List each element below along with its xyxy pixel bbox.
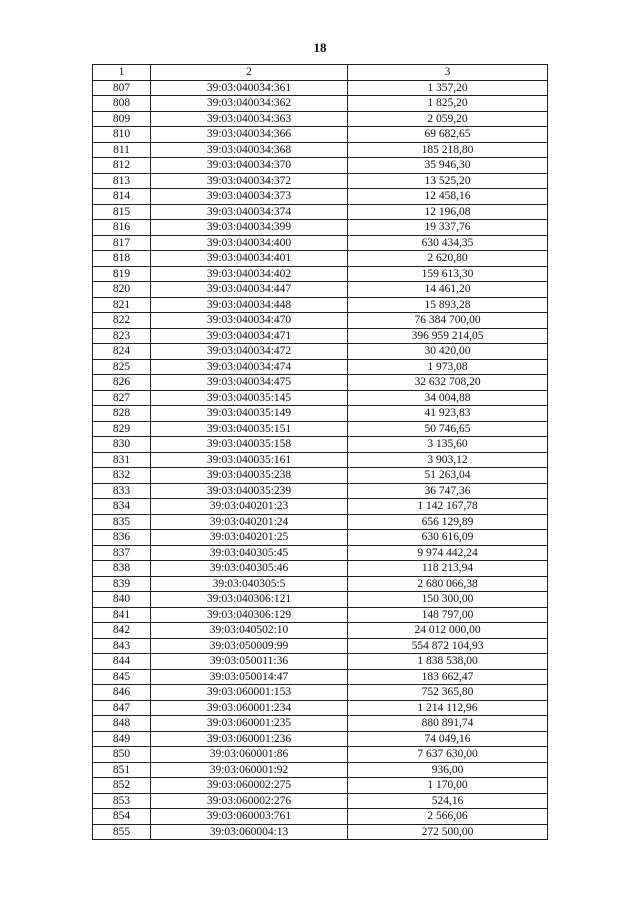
table-row <box>93 142 548 158</box>
row-number-cell: 820 <box>93 282 151 298</box>
value-cell: 35 946,30 <box>348 158 548 174</box>
row-number-cell: 829 <box>93 421 151 437</box>
row-number-cell: 845 <box>93 669 151 685</box>
value-cell: 3 903,12 <box>348 452 548 468</box>
row-number-cell: 852 <box>93 778 151 794</box>
table-row <box>93 716 548 732</box>
value-cell: 1 142 167,78 <box>348 499 548 515</box>
value-cell: 630 434,35 <box>348 235 548 251</box>
cadastral-number-cell: 39:03:040034:472 <box>151 344 348 360</box>
cadastral-number-cell: 39:03:040201:23 <box>151 499 348 515</box>
row-number-cell: 816 <box>93 220 151 236</box>
value-cell: 69 682,65 <box>348 127 548 143</box>
table-row <box>93 328 548 344</box>
table-row <box>93 793 548 809</box>
value-cell: 183 662,47 <box>348 669 548 685</box>
row-number-cell: 810 <box>93 127 151 143</box>
row-number-cell: 855 <box>93 824 151 840</box>
row-number-cell: 838 <box>93 561 151 577</box>
column-header-number: 1 <box>93 65 151 81</box>
table-row <box>93 282 548 298</box>
cadastral-number-cell: 39:03:060004:13 <box>151 824 348 840</box>
table-row <box>93 390 548 406</box>
value-cell: 159 613,30 <box>348 266 548 282</box>
cadastral-number-cell: 39:03:040035:161 <box>151 452 348 468</box>
value-cell: 41 923,83 <box>348 406 548 422</box>
table-row <box>93 375 548 391</box>
cadastral-number-cell: 39:03:040035:238 <box>151 468 348 484</box>
page-number: 18 <box>313 40 327 55</box>
row-number-cell: 851 <box>93 762 151 778</box>
value-cell: 1 357,20 <box>348 80 548 96</box>
row-number-cell: 832 <box>93 468 151 484</box>
cadastral-number-cell: 39:03:040034:400 <box>151 235 348 251</box>
value-cell: 2 566,06 <box>348 809 548 825</box>
value-cell: 118 213,94 <box>348 561 548 577</box>
value-cell: 396 959 214,05 <box>348 328 548 344</box>
row-number-cell: 840 <box>93 592 151 608</box>
value-cell: 880 891,74 <box>348 716 548 732</box>
cadastral-number-cell: 39:03:060001:92 <box>151 762 348 778</box>
table-row <box>93 96 548 112</box>
cadastral-number-cell: 39:03:040034:374 <box>151 204 348 220</box>
cadastral-number-cell: 39:03:040034:361 <box>151 80 348 96</box>
row-number-cell: 848 <box>93 716 151 732</box>
table-body <box>93 80 548 840</box>
table-row <box>93 235 548 251</box>
value-cell: 9 974 442,24 <box>348 545 548 561</box>
cadastral-number-cell: 39:03:060002:276 <box>151 793 348 809</box>
value-cell: 554 872 104,93 <box>348 638 548 654</box>
cadastral-number-cell: 39:03:040035:158 <box>151 437 348 453</box>
table-row <box>93 297 548 313</box>
table-row <box>93 514 548 530</box>
value-cell: 1 825,20 <box>348 96 548 112</box>
row-number-cell: 824 <box>93 344 151 360</box>
table-row <box>93 344 548 360</box>
cadastral-number-cell: 39:03:060002:275 <box>151 778 348 794</box>
cadastral-number-cell: 39:03:040034:370 <box>151 158 348 174</box>
value-cell: 32 632 708,20 <box>348 375 548 391</box>
value-cell: 524,16 <box>348 793 548 809</box>
cadastral-number-cell: 39:03:040305:5 <box>151 576 348 592</box>
value-cell: 12 458,16 <box>348 189 548 205</box>
value-cell: 2 680 066,38 <box>348 576 548 592</box>
value-cell: 51 263,04 <box>348 468 548 484</box>
cadastral-number-cell: 39:03:040201:24 <box>151 514 348 530</box>
cadastral-number-cell: 39:03:040035:145 <box>151 390 348 406</box>
table-row <box>93 824 548 840</box>
cadastral-number-cell: 39:03:060003:761 <box>151 809 348 825</box>
value-cell: 3 135,60 <box>348 437 548 453</box>
cadastral-number-cell: 39:03:040034:402 <box>151 266 348 282</box>
value-cell: 630 616,09 <box>348 530 548 546</box>
row-number-cell: 818 <box>93 251 151 267</box>
row-number-cell: 835 <box>93 514 151 530</box>
cadastral-number-cell: 39:03:040034:399 <box>151 220 348 236</box>
value-cell: 2 059,20 <box>348 111 548 127</box>
cadastral-number-cell: 39:03:040201:25 <box>151 530 348 546</box>
value-cell: 36 747,36 <box>348 483 548 499</box>
row-number-cell: 827 <box>93 390 151 406</box>
cadastral-number-cell: 39:03:050014:47 <box>151 669 348 685</box>
cadastral-number-cell: 39:03:040034:471 <box>151 328 348 344</box>
value-cell: 148 797,00 <box>348 607 548 623</box>
cadastral-number-cell: 39:03:050009:99 <box>151 638 348 654</box>
row-number-cell: 841 <box>93 607 151 623</box>
header-row <box>93 65 548 81</box>
table-row <box>93 576 548 592</box>
value-cell: 1 170,00 <box>348 778 548 794</box>
value-cell: 50 746,65 <box>348 421 548 437</box>
column-header-cadastral-number: 2 <box>151 65 348 81</box>
row-number-cell: 812 <box>93 158 151 174</box>
cadastral-number-cell: 39:03:040034:362 <box>151 96 348 112</box>
cadastral-number-cell: 39:03:040306:121 <box>151 592 348 608</box>
row-number-cell: 822 <box>93 313 151 329</box>
value-cell: 12 196,08 <box>348 204 548 220</box>
row-number-cell: 815 <box>93 204 151 220</box>
table-row <box>93 762 548 778</box>
table-row <box>93 592 548 608</box>
value-cell: 1 838 538,00 <box>348 654 548 670</box>
cadastral-number-cell: 39:03:040305:45 <box>151 545 348 561</box>
value-cell: 150 300,00 <box>348 592 548 608</box>
row-number-cell: 830 <box>93 437 151 453</box>
table-row <box>93 111 548 127</box>
cadastral-number-cell: 39:03:040035:151 <box>151 421 348 437</box>
value-cell: 19 337,76 <box>348 220 548 236</box>
table-header <box>93 65 548 81</box>
row-number-cell: 809 <box>93 111 151 127</box>
row-number-cell: 823 <box>93 328 151 344</box>
table-row <box>93 127 548 143</box>
row-number-cell: 844 <box>93 654 151 670</box>
value-cell: 34 004,88 <box>348 390 548 406</box>
cadastral-number-cell: 39:03:040306:129 <box>151 607 348 623</box>
row-number-cell: 854 <box>93 809 151 825</box>
table-row <box>93 561 548 577</box>
table-row <box>93 685 548 701</box>
table-row <box>93 313 548 329</box>
row-number-cell: 817 <box>93 235 151 251</box>
cadastral-number-cell: 39:03:060001:153 <box>151 685 348 701</box>
row-number-cell: 811 <box>93 142 151 158</box>
table-row <box>93 251 548 267</box>
cadastral-number-cell: 39:03:060001:86 <box>151 747 348 763</box>
table-row <box>93 669 548 685</box>
value-cell: 13 525,20 <box>348 173 548 189</box>
row-number-cell: 843 <box>93 638 151 654</box>
row-number-cell: 819 <box>93 266 151 282</box>
row-number-cell: 836 <box>93 530 151 546</box>
row-number-cell: 853 <box>93 793 151 809</box>
table-row <box>93 530 548 546</box>
table-row <box>93 731 548 747</box>
table-row <box>93 809 548 825</box>
value-cell: 30 420,00 <box>348 344 548 360</box>
table-row <box>93 204 548 220</box>
table-row <box>93 452 548 468</box>
cadastral-number-cell: 39:03:060001:235 <box>151 716 348 732</box>
row-number-cell: 808 <box>93 96 151 112</box>
value-cell: 7 637 630,00 <box>348 747 548 763</box>
row-number-cell: 825 <box>93 359 151 375</box>
cadastral-value-table <box>92 64 548 840</box>
table-row <box>93 654 548 670</box>
value-cell: 76 384 700,00 <box>348 313 548 329</box>
cadastral-number-cell: 39:03:040034:447 <box>151 282 348 298</box>
cadastral-number-cell: 39:03:040034:372 <box>151 173 348 189</box>
value-cell: 272 500,00 <box>348 824 548 840</box>
row-number-cell: 807 <box>93 80 151 96</box>
value-cell: 14 461,20 <box>348 282 548 298</box>
row-number-cell: 826 <box>93 375 151 391</box>
row-number-cell: 828 <box>93 406 151 422</box>
table-row <box>93 778 548 794</box>
table-row <box>93 266 548 282</box>
table-row <box>93 80 548 96</box>
row-number-cell: 821 <box>93 297 151 313</box>
column-header-value: 3 <box>348 65 548 81</box>
cadastral-number-cell: 39:03:040034:373 <box>151 189 348 205</box>
value-cell: 74 049,16 <box>348 731 548 747</box>
cadastral-number-cell: 39:03:050011:36 <box>151 654 348 670</box>
cadastral-number-cell: 39:03:040034:368 <box>151 142 348 158</box>
cadastral-number-cell: 39:03:040034:475 <box>151 375 348 391</box>
row-number-cell: 849 <box>93 731 151 747</box>
table-row <box>93 220 548 236</box>
cadastral-number-cell: 39:03:040035:239 <box>151 483 348 499</box>
cadastral-number-cell: 39:03:040034:470 <box>151 313 348 329</box>
row-number-cell: 834 <box>93 499 151 515</box>
table-row <box>93 483 548 499</box>
table-row <box>93 421 548 437</box>
table-row <box>93 406 548 422</box>
row-number-cell: 846 <box>93 685 151 701</box>
row-number-cell: 837 <box>93 545 151 561</box>
value-cell: 752 365,80 <box>348 685 548 701</box>
value-cell: 656 129,89 <box>348 514 548 530</box>
value-cell: 2 620,80 <box>348 251 548 267</box>
value-cell: 1 973,08 <box>348 359 548 375</box>
table-row <box>93 189 548 205</box>
table-row <box>93 499 548 515</box>
value-cell: 15 893,28 <box>348 297 548 313</box>
table-row <box>93 700 548 716</box>
row-number-cell: 839 <box>93 576 151 592</box>
table-row <box>93 437 548 453</box>
row-number-cell: 813 <box>93 173 151 189</box>
cadastral-number-cell: 39:03:040034:366 <box>151 127 348 143</box>
table-row <box>93 623 548 639</box>
row-number-cell: 831 <box>93 452 151 468</box>
cadastral-number-cell: 39:03:040034:474 <box>151 359 348 375</box>
table-row <box>93 607 548 623</box>
cadastral-number-cell: 39:03:040502:10 <box>151 623 348 639</box>
table-row <box>93 173 548 189</box>
table-row <box>93 747 548 763</box>
row-number-cell: 814 <box>93 189 151 205</box>
row-number-cell: 842 <box>93 623 151 639</box>
row-number-cell: 847 <box>93 700 151 716</box>
table-row <box>93 638 548 654</box>
table-row <box>93 359 548 375</box>
cadastral-number-cell: 39:03:040034:448 <box>151 297 348 313</box>
table-row <box>93 158 548 174</box>
cadastral-number-cell: 39:03:060001:236 <box>151 731 348 747</box>
cadastral-number-cell: 39:03:040305:46 <box>151 561 348 577</box>
row-number-cell: 850 <box>93 747 151 763</box>
table-row <box>93 468 548 484</box>
cadastral-number-cell: 39:03:060001:234 <box>151 700 348 716</box>
value-cell: 185 218,80 <box>348 142 548 158</box>
table-row <box>93 545 548 561</box>
row-number-cell: 833 <box>93 483 151 499</box>
value-cell: 24 012 000,00 <box>348 623 548 639</box>
cadastral-number-cell: 39:03:040034:363 <box>151 111 348 127</box>
cadastral-number-cell: 39:03:040034:401 <box>151 251 348 267</box>
value-cell: 1 214 112,96 <box>348 700 548 716</box>
cadastral-number-cell: 39:03:040035:149 <box>151 406 348 422</box>
value-cell: 936,00 <box>348 762 548 778</box>
